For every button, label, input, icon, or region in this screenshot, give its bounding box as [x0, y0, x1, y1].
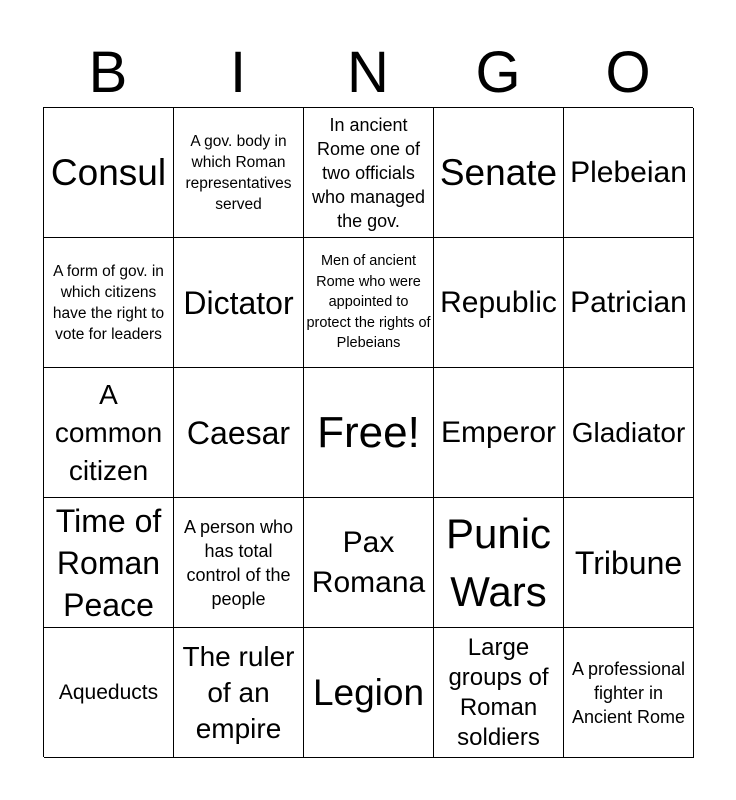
header-letter-o: O: [605, 40, 651, 105]
cell-text: Emperor: [440, 415, 557, 449]
bingo-cell-r2c2: [174, 238, 304, 368]
cell-text: Large groups of Roman soldiers: [448, 633, 549, 751]
bingo-cell-r4c5: [564, 498, 694, 628]
bingo-cell-r3c4: [434, 368, 564, 498]
bingo-cell-r2c5: [564, 238, 694, 368]
cell-text: Pax Romana: [311, 525, 426, 599]
bingo-grid: [43, 107, 693, 757]
bingo-cell-r5c3: [304, 628, 434, 758]
cell-text: Time of Roman Peace: [55, 502, 162, 623]
cell-text: A person who has total control of the people: [183, 516, 294, 609]
bingo-cell-r1c4: [434, 108, 564, 238]
cell-text: Patrician: [570, 285, 687, 319]
bingo-cell-r1c3: [304, 108, 434, 238]
cell-text: Aqueducts: [58, 680, 159, 704]
cell-text: Gladiator: [571, 416, 686, 448]
header-letter-n: N: [347, 40, 389, 105]
bingo-cell-r5c5: [564, 628, 694, 758]
cell-text: Dictator: [183, 284, 294, 321]
cell-text: Men of ancient Rome who were appointed to protect the rights of Plebeians: [306, 253, 431, 352]
cell-text: In ancient Rome one of two officials who managed the gov.: [311, 114, 426, 231]
bingo-cell-r4c3: [304, 498, 434, 628]
bingo-cell-r1c1: [44, 108, 174, 238]
bingo-cell-r2c3: [304, 238, 434, 368]
header-letter-i: I: [229, 40, 247, 105]
cell-text: A professional fighter in Ancient Rome: [571, 658, 686, 727]
cell-text: Republic: [440, 285, 557, 319]
cell-text: Plebeian: [570, 155, 687, 189]
header-letter-g: G: [475, 40, 521, 105]
bingo-cell-r3c2: [174, 368, 304, 498]
bingo-header: [43, 40, 693, 106]
cell-text: A common citizen: [54, 378, 163, 486]
bingo-cell-r4c2: [174, 498, 304, 628]
bingo-cell-r1c2: [174, 108, 304, 238]
cell-text: Tribune: [574, 544, 683, 581]
cell-text: Free!: [317, 407, 420, 457]
bingo-cell-r5c1: [44, 628, 174, 758]
header-letter-b: B: [88, 40, 128, 105]
bingo-cell-r3c5: [564, 368, 694, 498]
cell-text: Punic Wars: [445, 509, 552, 615]
cell-text: Caesar: [186, 414, 291, 451]
cell-text: Legion: [312, 671, 425, 713]
bingo-cell-r4c1: [44, 498, 174, 628]
cell-text: A form of gov. in which citizens have the right to vote for leaders: [52, 262, 165, 343]
bingo-cell-r5c4: [434, 628, 564, 758]
bingo-cell-r4c4: [434, 498, 564, 628]
bingo-cell-r3c1: [44, 368, 174, 498]
cell-text: Senate: [439, 151, 558, 193]
bingo-cell-r3c3: [304, 368, 434, 498]
bingo-cell-r1c5: [564, 108, 694, 238]
bingo-cell-r2c4: [434, 238, 564, 368]
cell-text: A gov. body in which Roman representatives served: [185, 132, 292, 213]
bingo-cell-r5c2: [174, 628, 304, 758]
cell-text: The ruler of an empire: [182, 640, 295, 744]
bingo-cell-r2c1: [44, 238, 174, 368]
cell-text: Consul: [50, 151, 167, 193]
